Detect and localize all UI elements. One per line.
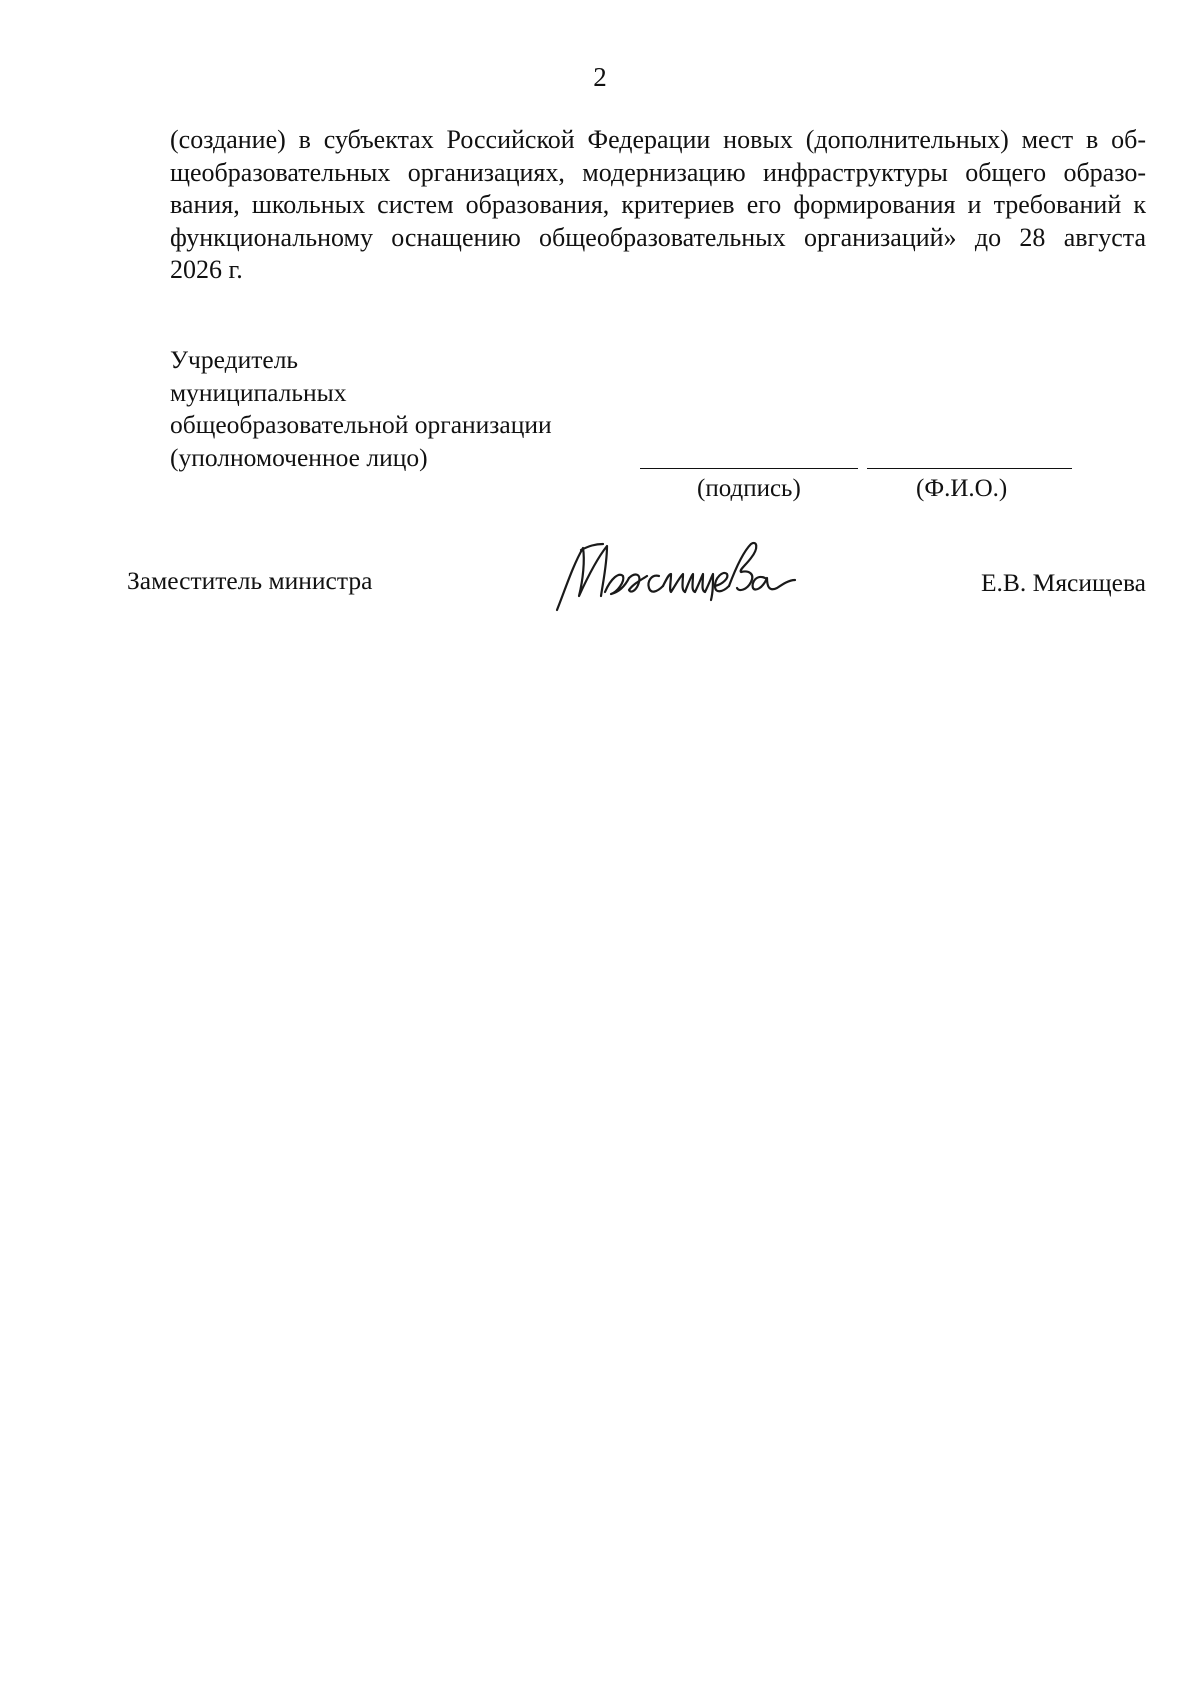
- founder-line: муниципальных: [170, 377, 347, 407]
- signatory-position: Заместитель министра: [127, 566, 373, 595]
- body-paragraph: [170, 124, 1146, 287]
- page-number: 2: [593, 62, 607, 92]
- full-name-caption: (Ф.И.О.): [916, 475, 1008, 502]
- body-line: щеобразовательных организациях, модернизацию инфраструктуры общего образо-: [170, 157, 1146, 187]
- signature-line: [640, 468, 858, 469]
- full-name-line: [867, 468, 1072, 469]
- body-line: (создание) в субъектах Российской Федерации новых (дополнительных) мест в об-: [170, 125, 1146, 154]
- signatory-name: Е.В. Мясищева: [980, 568, 1146, 597]
- body-line: функциональному оснащению общеобразовательных организаций» до 28 августа: [170, 222, 1146, 252]
- founder-line: Учредитель: [170, 345, 299, 374]
- signature-caption: (подпись): [697, 475, 801, 502]
- body-line: вания, школьных систем образования, критериев его формирования и требований к: [170, 190, 1146, 219]
- founder-line: общеобразовательной организации: [170, 410, 552, 439]
- body-line: 2026 г.: [170, 255, 243, 284]
- founder-line: (уполномоченное лицо): [170, 442, 428, 472]
- founder-block: [170, 344, 630, 474]
- handwritten-signature: [545, 530, 805, 620]
